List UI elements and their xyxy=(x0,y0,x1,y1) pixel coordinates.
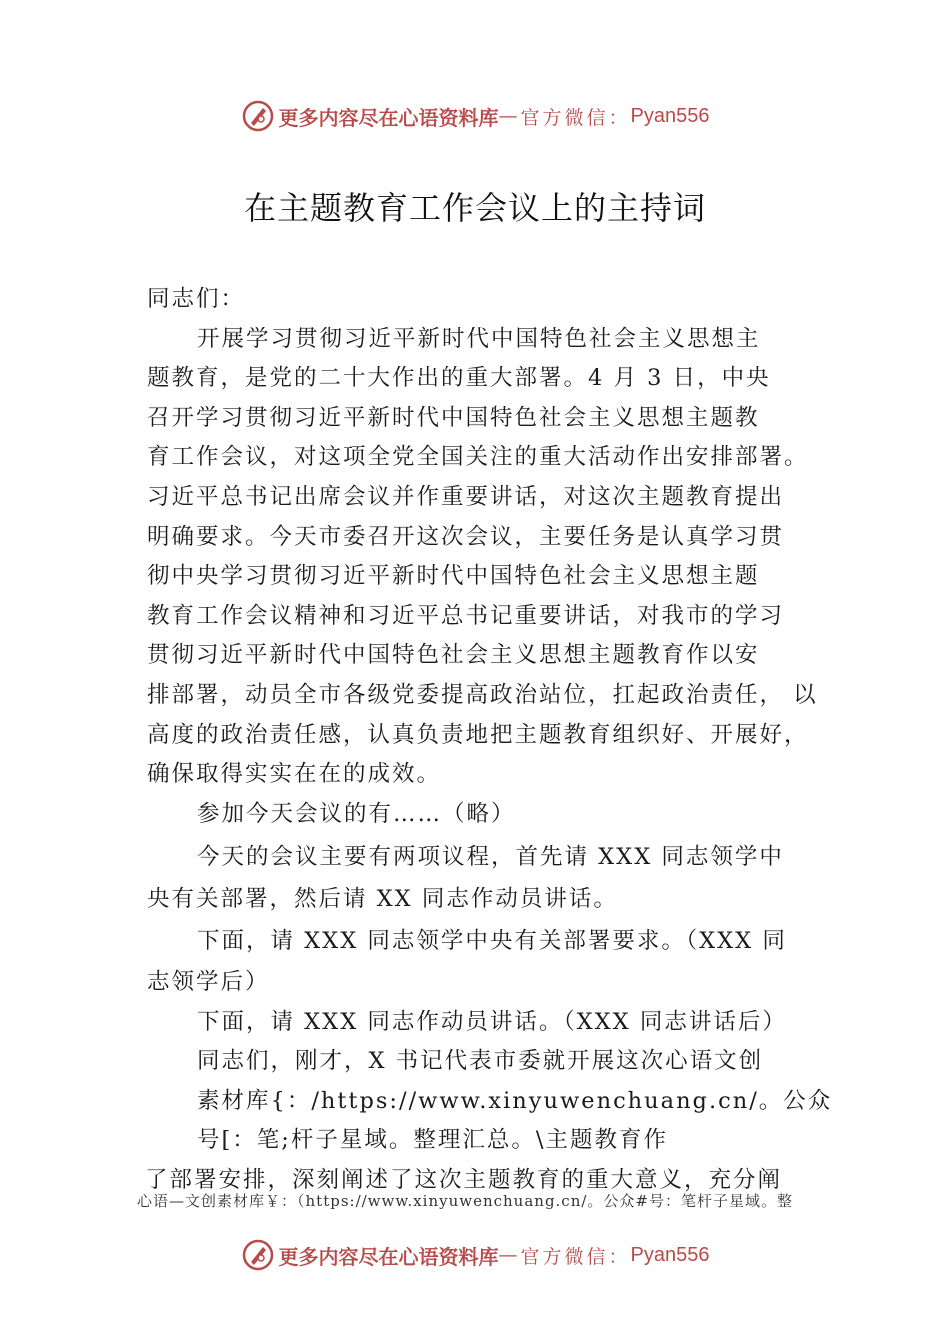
paragraph-line: 号[：笔;杆子星域。整理汇总。\主题教育作 xyxy=(197,1127,668,1153)
footer-note: 心语—文创素材库￥：（https://www.xinyuwenchuang.cn/。公众#号：笔杆子星域。整 xyxy=(137,1192,793,1210)
banner-brand-text: 更多内容尽在心语资料库 xyxy=(278,1244,499,1269)
banner-wechat-id: Pyan556 xyxy=(630,104,710,127)
paragraph-line: 下面，请 XXX 同志作动员讲话。（XXX 同志讲话后） xyxy=(197,1009,787,1035)
paragraph-line: 高度的政治责任感，认真负责地把主题教育组织好、开展好， xyxy=(147,722,809,748)
paragraph-line: 素材库{：/https://www.xinyuwenchuang.cn/。公众 xyxy=(197,1088,833,1114)
paragraph-line: 彻中央学习贯彻习近平新时代中国特色社会主义思想主题 xyxy=(147,563,760,589)
paragraph-line: 参加今天会议的有……（略） xyxy=(197,801,516,827)
banner-dash: — xyxy=(498,1244,521,1266)
paragraph-line: 教育工作会议精神和习近平总书记重要讲话，对我市的学习 xyxy=(147,603,785,629)
banner-contact-label: 官方微信： xyxy=(520,1245,631,1268)
paragraph-line: 同志们，刚才，X 书记代表市委就开展这次心语文创 xyxy=(197,1048,764,1074)
paragraph-line: 召开学习贯彻习近平新时代中国特色社会主义思想主题教 xyxy=(147,405,760,431)
paragraph-line: 了部署安排，深刻阐述了这次主题教育的重大意义，充分阐 xyxy=(145,1167,783,1193)
paragraph-line: 题教育，是党的二十大作出的重大部署。4 月 3 日，中央 xyxy=(147,365,771,391)
paragraph-line: 志领学后） xyxy=(147,969,270,995)
paragraph-line: 今天的会议主要有两项议程，首先请 XXX 同志领学中 xyxy=(197,844,784,870)
paragraph-line: 开展学习贯彻习近平新时代中国特色社会主义思想主 xyxy=(197,326,761,352)
paragraph-line: 习近平总书记出席会议并作重要讲话，对这次主题教育提出 xyxy=(147,484,785,510)
banner-dash: — xyxy=(498,105,521,127)
banner-contact-label: 官方微信： xyxy=(520,106,631,129)
banner-brand-text: 更多内容尽在心语资料库 xyxy=(278,105,499,130)
document-title: 在主题教育工作会议上的主持词 xyxy=(243,189,706,227)
pen-seal-logo-icon xyxy=(241,1238,275,1272)
footer-banner xyxy=(0,1235,950,1275)
paragraph-line: 育工作会议，对这项全党全国关注的重大活动作出安排部署。 xyxy=(147,444,809,470)
paragraph-line: 贯彻习近平新时代中国特色社会主义思想主题教育作以安 xyxy=(147,642,760,668)
paragraph-line: 央有关部署，然后请 XX 同志作动员讲话。 xyxy=(147,886,618,912)
banner-wechat-id: Pyan556 xyxy=(630,1243,710,1266)
header-banner xyxy=(0,96,950,136)
pen-seal-logo-icon xyxy=(241,99,275,133)
paragraph-line: 下面，请 XXX 同志领学中央有关部署要求。（XXX 同 xyxy=(197,928,787,954)
paragraph-line: 排部署，动员全市各级党委提高政治站位，扛起政治责任， 以 xyxy=(147,682,818,708)
paragraph-line: 确保取得实实在在的成效。 xyxy=(147,761,442,787)
salutation-line: 同志们： xyxy=(147,286,246,312)
paragraph-line: 明确要求。今天市委召开这次会议，主要任务是认真学习贯 xyxy=(147,524,785,550)
